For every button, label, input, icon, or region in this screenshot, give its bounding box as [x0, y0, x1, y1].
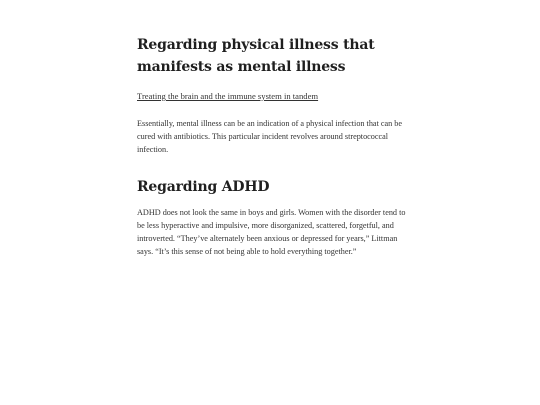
article-section-adhd [137, 176, 407, 258]
section-title: Regarding physical illness that manifests as mental illness [137, 37, 375, 75]
section-body: Essentially, mental illness can be an indication of a physical infection that can be cured with antibiotics. This particular incident revolves around streptococcal infection. [137, 119, 403, 154]
section-body: ADHD does not look the same in boys and girls. Women with the disorder tend to be less hyperactive and impulsive, more disorganized, scattered, forgetful, and introverted. “They’ve alternately been anxious or depressed for years,” Littman says. “It’s this sense of not being able to hold everything together.” [137, 208, 406, 256]
article-section-physical-illness [137, 34, 407, 156]
section-title: Regarding ADHD [137, 179, 270, 195]
article-link[interactable]: Treating the brain and the immune system in tandem [137, 91, 319, 101]
